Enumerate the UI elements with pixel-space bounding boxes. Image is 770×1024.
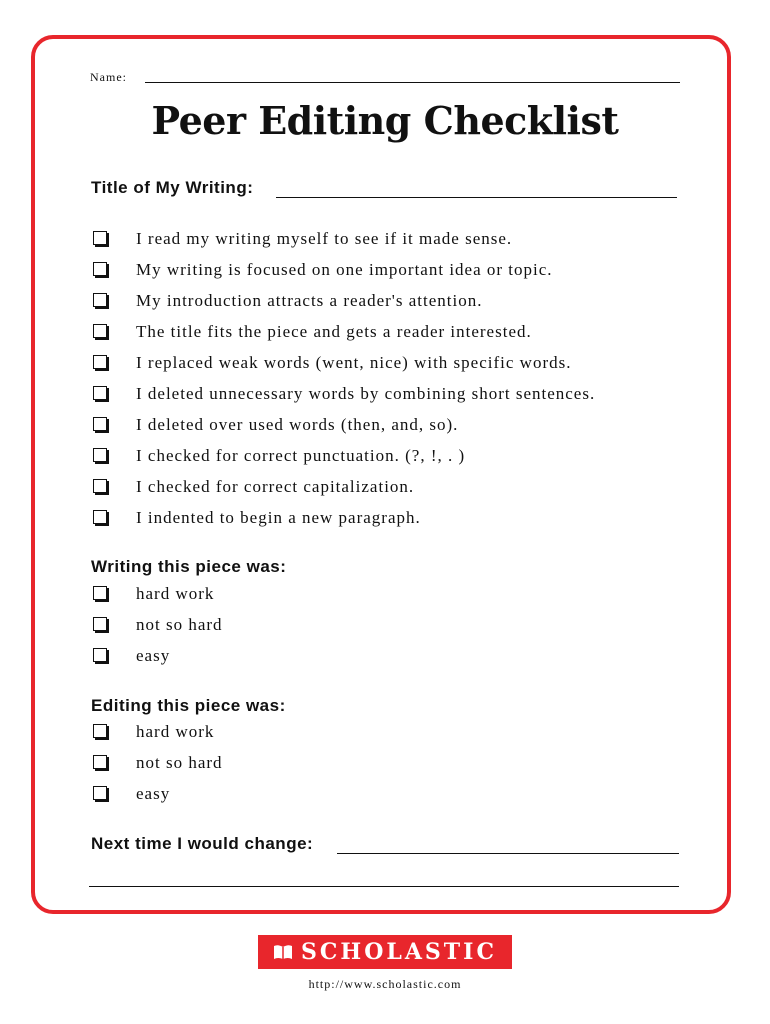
page-title: Peer Editing Checklist — [151, 98, 619, 143]
checkbox-icon[interactable] — [93, 386, 107, 400]
checklist-item-label: I deleted unnecessary words by combining short sentences. — [136, 384, 596, 403]
checkbox-icon[interactable] — [93, 231, 107, 245]
checklist-item[interactable] — [91, 384, 691, 406]
footer-url[interactable]: http://www.scholastic.com — [308, 977, 462, 991]
checklist-item[interactable] — [91, 260, 691, 282]
next-time-extra-line[interactable] — [89, 886, 679, 887]
checklist-item-label: easy — [136, 646, 171, 665]
checkbox-icon[interactable] — [93, 617, 107, 631]
name-line[interactable] — [145, 82, 680, 83]
checklist-item[interactable] — [91, 322, 691, 344]
writing-title-line[interactable] — [276, 197, 677, 198]
checklist-item-label: not so hard — [136, 753, 223, 772]
checklist-item-label: The title fits the piece and gets a reader interested. — [136, 322, 532, 341]
checkbox-icon[interactable] — [93, 724, 107, 738]
checklist-item[interactable] — [91, 508, 691, 530]
checkbox-icon[interactable] — [93, 293, 107, 307]
checklist-item-label: hard work — [136, 584, 215, 603]
checklist-item[interactable] — [91, 291, 691, 313]
checklist-item-label: I deleted over used words (then, and, so). — [136, 415, 459, 434]
checklist-item[interactable] — [91, 646, 691, 668]
next-time-label: Next time I would change: — [91, 834, 314, 853]
checkbox-icon[interactable] — [93, 262, 107, 276]
checklist-item-label: I read my writing myself to see if it made sense. — [136, 229, 513, 248]
next-time-line[interactable] — [337, 853, 679, 854]
checkbox-icon[interactable] — [93, 417, 107, 431]
name-field[interactable] — [90, 70, 680, 86]
checklist-item-label: I checked for correct punctuation. (?, !, . ) — [136, 446, 466, 465]
checkbox-icon[interactable] — [93, 648, 107, 662]
checklist-item[interactable] — [91, 753, 691, 775]
name-label: Name: — [90, 70, 127, 84]
checklist-item[interactable] — [91, 784, 691, 806]
checklist-item-label: My writing is focused on one important idea or topic. — [136, 260, 553, 279]
checklist-item[interactable] — [91, 477, 691, 499]
checkbox-icon[interactable] — [93, 324, 107, 338]
checkbox-icon[interactable] — [93, 448, 107, 462]
checklist-item[interactable] — [91, 615, 691, 637]
checklist-item[interactable] — [91, 415, 691, 437]
checklist-item-label: hard work — [136, 722, 215, 741]
book-icon — [273, 942, 293, 962]
checklist-item[interactable] — [91, 353, 691, 375]
page-border — [31, 35, 731, 914]
checkbox-icon[interactable] — [93, 355, 107, 369]
checkbox-icon[interactable] — [93, 479, 107, 493]
logo-text: SCHOLASTIC — [301, 939, 497, 965]
writing-section-heading: Writing this piece was: — [91, 557, 287, 576]
checklist-item[interactable] — [91, 446, 691, 468]
writing-title-field[interactable] — [91, 178, 681, 200]
checklist-item-label: I replaced weak words (went, nice) with specific words. — [136, 353, 572, 372]
checklist-item-label: I checked for correct capitalization. — [136, 477, 415, 496]
checklist-item-label: My introduction attracts a reader's attention. — [136, 291, 483, 310]
scholastic-logo — [258, 935, 512, 969]
editing-section-heading: Editing this piece was: — [91, 696, 286, 715]
next-time-field[interactable] — [91, 834, 681, 856]
checklist-item[interactable] — [91, 722, 691, 744]
checkbox-icon[interactable] — [93, 786, 107, 800]
checkbox-icon[interactable] — [93, 586, 107, 600]
checklist-item-label: not so hard — [136, 615, 223, 634]
checkbox-icon[interactable] — [93, 510, 107, 524]
checkbox-icon[interactable] — [93, 755, 107, 769]
checklist-item[interactable] — [91, 584, 691, 606]
checklist-item[interactable] — [91, 229, 691, 251]
checklist-item-label: I indented to begin a new paragraph. — [136, 508, 421, 527]
checklist-item-label: easy — [136, 784, 171, 803]
writing-title-label: Title of My Writing: — [91, 178, 254, 197]
